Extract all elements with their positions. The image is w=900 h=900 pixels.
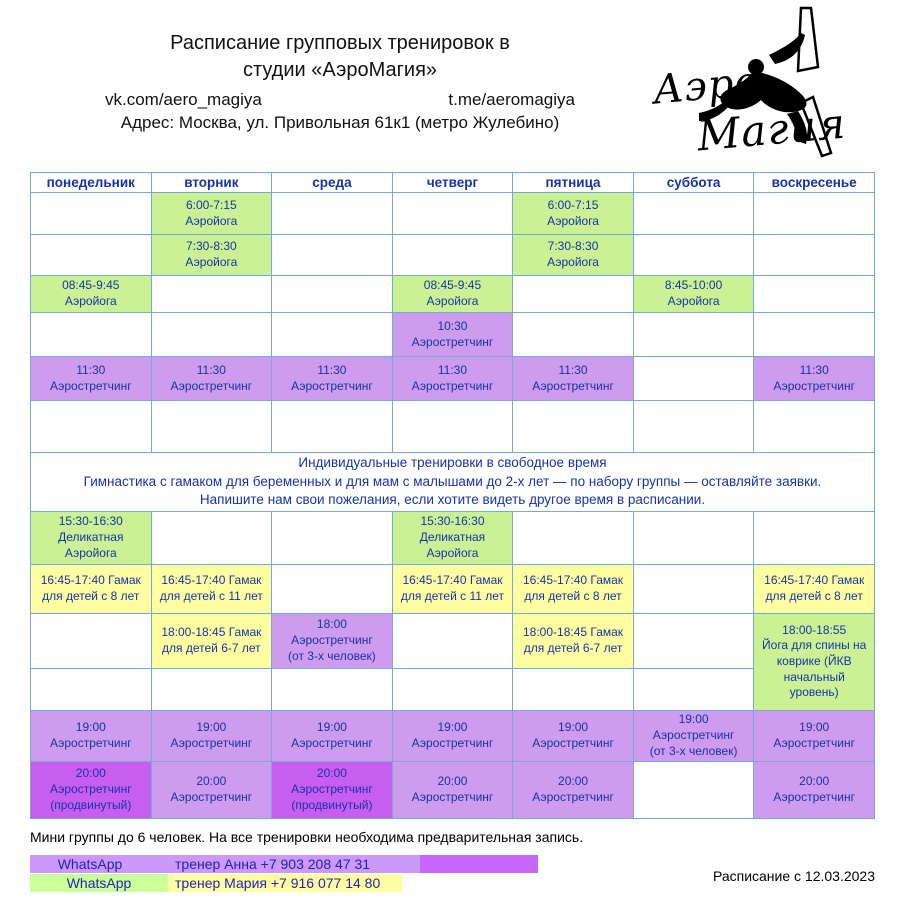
empty-cell — [272, 276, 393, 313]
empty-cell — [31, 668, 152, 710]
empty-cell — [272, 193, 393, 235]
whatsapp-link[interactable]: WhatsApp — [30, 874, 168, 892]
empty-cell — [633, 613, 754, 668]
title-line-1: Расписание групповых тренировок в — [170, 32, 510, 54]
schedule-cell: 15:30-16:30 Деликатная Аэройога — [392, 511, 513, 564]
empty-cell — [633, 313, 754, 357]
schedule-cell: 20:00 Аэростретчинг (продвинутый) — [272, 761, 393, 818]
empty-cell — [513, 668, 634, 710]
schedule-cell: 11:30 Аэростретчинг — [754, 357, 875, 401]
poster-header — [0, 0, 900, 172]
empty-cell — [31, 401, 152, 453]
empty-cell — [31, 613, 152, 668]
title-line-2: студии «АэроМагия» — [242, 59, 438, 81]
schedule-cell: 8:45-10:00 Аэройога — [633, 276, 754, 313]
whatsapp-link[interactable]: WhatsApp — [30, 855, 150, 873]
empty-cell — [31, 193, 152, 235]
empty-cell — [633, 357, 754, 401]
empty-cell — [151, 401, 272, 453]
trainer-maria-phone: тренер Мария +7 916 077 14 80 — [168, 874, 402, 892]
empty-cell — [392, 401, 513, 453]
empty-cell — [151, 276, 272, 313]
schedule-cell: 6:00-7:15 Аэройога — [513, 193, 634, 235]
schedule-cell: 7:30-8:30 Аэройога — [151, 235, 272, 276]
empty-cell — [633, 668, 754, 710]
day-header: четверг — [392, 173, 513, 193]
schedule-cell: 15:30-16:30 Деликатная Аэройога — [31, 511, 152, 564]
schedule-cell: 20:00 Аэростретчинг (продвинутый) — [31, 761, 152, 818]
schedule-cell: 08:45-9:45 Аэройога — [392, 276, 513, 313]
empty-cell — [392, 193, 513, 235]
schedule-cell: 7:30-8:30 Аэройога — [513, 235, 634, 276]
schedule-cell: 11:30 Аэростретчинг — [392, 357, 513, 401]
schedule-cell: 19:00 Аэростретчинг (от 3-х человек) — [633, 710, 754, 761]
day-header: понедельник — [31, 173, 152, 193]
schedule-cell: 16:45-17:40 Гамак для детей с 8 лет — [31, 564, 152, 613]
empty-cell — [754, 276, 875, 313]
empty-cell — [754, 511, 875, 564]
schedule-cell: 11:30 Аэростретчинг — [513, 357, 634, 401]
empty-cell — [633, 564, 754, 613]
empty-cell — [513, 511, 634, 564]
schedule-cell: 11:30 Аэростретчинг — [31, 357, 152, 401]
schedule-cell: 20:00 Аэростретчинг — [392, 761, 513, 818]
empty-cell — [272, 235, 393, 276]
schedule-cell: 18:00-18:45 Гамак для детей 6-7 лет — [513, 613, 634, 668]
empty-cell — [633, 401, 754, 453]
info-cell: Индивидуальные тренировки в свободное время Гимнастика с гамаком для беременных и для мам с малышами до 2-х лет — по набору группы — оставляйте заявки. Напишите нам свои пожелания, если хотите видеть другое время в расписании. — [31, 453, 875, 512]
empty-cell — [633, 761, 754, 818]
schedule-cell: 20:00 Аэростретчинг — [754, 761, 875, 818]
empty-cell — [151, 668, 272, 710]
empty-cell — [633, 235, 754, 276]
logo-word-magiya: Магия — [695, 98, 848, 161]
schedule-cell: 16:45-17:40 Гамак для детей с 11 лет — [392, 564, 513, 613]
schedule-cell: 19:00 Аэростретчинг — [31, 710, 152, 761]
day-header: среда — [272, 173, 393, 193]
day-header: суббота — [633, 173, 754, 193]
schedule-cell: 20:00 Аэростретчинг — [151, 761, 272, 818]
schedule-cell: 19:00 Аэростретчинг — [392, 710, 513, 761]
day-header: воскресенье — [754, 173, 875, 193]
empty-cell — [31, 313, 152, 357]
schedule-cell: 19:00 Аэростретчинг — [513, 710, 634, 761]
empty-cell — [392, 613, 513, 668]
empty-cell — [272, 564, 393, 613]
logo-word-aero: Аэро — [651, 58, 762, 114]
schedule-cell: 18:00-18:45 Гамак для детей 6-7 лет — [151, 613, 272, 668]
empty-cell — [633, 193, 754, 235]
empty-cell — [272, 668, 393, 710]
schedule-date: Расписание с 12.03.2023 — [712, 868, 875, 884]
schedule-cell: 16:45-17:40 Гамак для детей с 8 лет — [513, 564, 634, 613]
schedule-cell: 18:00-18:55 Йога для спины на коврике (ЙКВ начальный уровень) — [754, 613, 875, 710]
schedule-cell: 16:45-17:40 Гамак для детей с 8 лет — [754, 564, 875, 613]
contact-bar-highlight — [420, 855, 538, 873]
empty-cell — [513, 313, 634, 357]
empty-cell — [151, 511, 272, 564]
schedule-cell: 16:45-17:40 Гамак для детей с 11 лет — [151, 564, 272, 613]
schedule-cell: 11:30 Аэростретчинг — [272, 357, 393, 401]
trainer-anna-phone: тренер Анна +7 903 208 47 31 — [150, 855, 420, 873]
schedule-cell: 11:30 Аэростретчинг — [151, 357, 272, 401]
schedule-cell: 08:45-9:45 Аэройога — [31, 276, 152, 313]
empty-cell — [272, 511, 393, 564]
empty-cell — [31, 235, 152, 276]
empty-cell — [754, 401, 875, 453]
day-header: вторник — [151, 173, 272, 193]
address-text: Адрес: Москва, ул. Привольная 61к1 (метро Жулебино) — [120, 113, 560, 132]
empty-cell — [272, 313, 393, 357]
empty-cell — [513, 276, 634, 313]
empty-cell — [272, 401, 393, 453]
empty-cell — [754, 193, 875, 235]
day-header: пятница — [513, 173, 634, 193]
schedule-table — [30, 172, 875, 819]
page-title — [60, 30, 620, 84]
footer-note: Мини группы до 6 человек. На все тренировки необходима предварительная запись. — [30, 828, 584, 845]
schedule-cell: 10:30 Аэростретчинг — [392, 313, 513, 357]
schedule-cell: 19:00 Аэростретчинг — [151, 710, 272, 761]
schedule-cell: 19:00 Аэростретчинг — [754, 710, 875, 761]
schedule-cell: 19:00 Аэростретчинг — [272, 710, 393, 761]
empty-cell — [754, 235, 875, 276]
empty-cell — [754, 313, 875, 357]
social-links — [60, 84, 620, 110]
empty-cell — [633, 511, 754, 564]
title-block — [60, 30, 620, 133]
schedule-cell: 6:00-7:15 Аэройога — [151, 193, 272, 235]
vk-link[interactable]: vk.com/aero_magiya — [105, 90, 262, 109]
empty-cell — [392, 668, 513, 710]
empty-cell — [392, 235, 513, 276]
schedule-cell: 20:00 Аэростретчинг — [513, 761, 634, 818]
empty-cell — [151, 313, 272, 357]
schedule-cell: 18:00 Аэростретчинг (от 3-х человек) — [272, 613, 393, 668]
empty-cell — [513, 401, 634, 453]
studio-logo — [635, 5, 885, 170]
telegram-link[interactable]: t.me/aeromagiya — [448, 90, 575, 109]
